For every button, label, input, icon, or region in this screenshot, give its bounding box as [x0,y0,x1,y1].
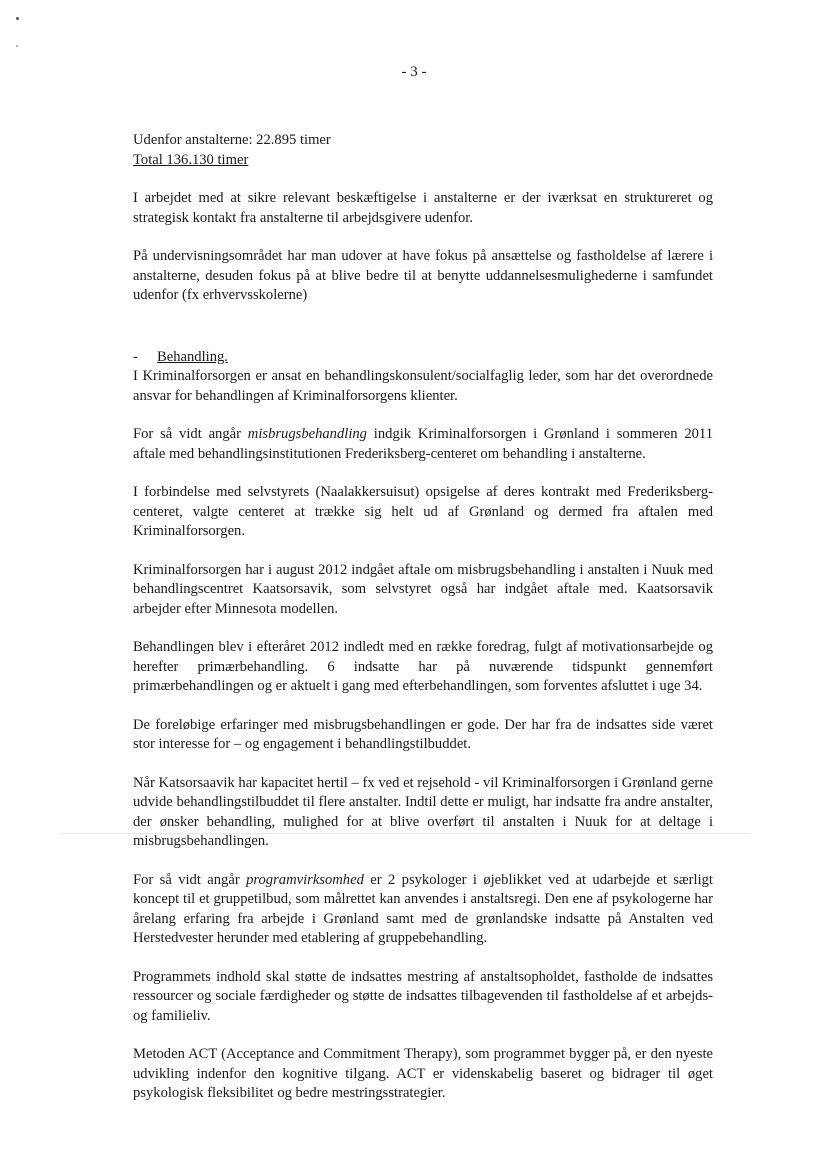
hours-outside: Udenfor anstalterne: 22.895 timer [133,132,331,148]
paragraph-treatment-leader: I Kriminalforsorgen er ansat en behandlingskonsulent/socialfaglig leder, som har det overordnede ansvar for behandlingen af Kriminalforsorgens klienter. [133,368,713,404]
page-number: - 3 - [401,64,427,80]
paragraph-experiences: De foreløbige erfaringer med misbrugsbehandlingen er gode. Der har fra de indsattes side været stor interesse for – og engagement i behandlingstilbuddet. [133,716,713,752]
paragraph-treatment-progress: Behandlingen blev i efteråret 2012 indledt med en række foredrag, fulgt af motivationsarbejde og herefter primærbehandling. 6 indsatte har på nuværende tidspunkt gennemført primærbehandlingen og er aktuelt i gang med efterbehandlingen, som forventes afsluttet i uge 34. [133,639,713,694]
emphasis-term: programvirksomhed [246,871,364,888]
paragraph-employment: I arbejdet med at sikre relevant beskæftigelse i anstalterne er der iværksat en struktureret og strategisk kontakt fra anstalterne til arbejdsgivere udenfor. [133,190,713,226]
paragraph-contract-termination: I forbindelse med selvstyrets (Naalakkersuisut) opsigelse af deres kontrakt med Frederiksberg-centeret, valgte centeret at trække sig helt ud af Grønland og dermed fra aftalen med Kriminalforsorgen. [133,484,713,539]
hours-summary [133,131,713,170]
paragraph-program-content: Programmets indhold skal støtte de indsattes mestring af anstaltsopholdet, fastholde de indsattes ressourcer og sociale færdigheder og støtte de indsattes tilbagevenden til fastholdelse af et arbejds- og familieliv. [133,968,713,1024]
scan-speck [16,45,18,47]
section-title: Behandling. [157,348,228,365]
paragraph-expansion: Når Katsorsaavik har kapacitet hertil – fx ved et rejsehold - vil Kriminalforsorgen i Grønland gerne udvide behandlingstilbuddet til flere anstalter. Indtil dette er muligt, har indsatte fra andre anstalter, der ønsker behandling, mulighed for at blive overført til anstalten i Nuuk for at deltage i misbrugsbehandlingen. [133,774,713,849]
paragraph-program-activity: For så vidt angår programvirksomhed er 2 psykologer i øjeblikket ved at udarbejde et særligt koncept til et gruppetilbud, som målrettet kan anvendes i anstaltsregi. Den ene af psykologerne har årelang erfaring fra arbejde i Grønland samt med de grønlandske indsatte på Anstalten ved Herstedvester herunder med etablering af gruppebehandling. [133,871,713,946]
scan-speck [16,17,19,20]
paragraph-act-method: Metoden ACT (Acceptance and Commitment Therapy), som programmet bygger på, er den nyeste udvikling indenfor den kognitive tilgang. ACT er videnskabelig baseret og bidrager til øget psykologisk fleksibilitet og bedre mestringsstrategier. [133,1046,713,1101]
section-dash: - [133,348,138,365]
section-heading [133,348,713,368]
paragraph-substance-treatment: For så vidt angår misbrugsbehandling indgik Kriminalforsorgen i Grønland i sommeren 2011 aftale med behandlingsinstitutionen Frederiksberg-centeret om behandling i anstalterne. [133,426,713,462]
document-body [133,131,713,1104]
emphasis-term: misbrugsbehandling [247,426,367,442]
paragraph-kaatsorsavik-agreement: Kriminalforsorgen har i august 2012 indgået aftale om misbrugsbehandling i anstalten i Nuuk med behandlingscentret Kaatsorsavik, som selvstyret også har indgået aftale med. Kaatsorsavik arbejder efter Minnesota modellen. [133,561,713,617]
paragraph-education: På undervisningsområdet har man udover at have fokus på ansættelse og fastholdelse af lærere i anstalterne, desuden fokus på at blive bedre til at benytte uddannelsesmulighederne i samfundet udenfor (fx erhvervsskolerne) [133,248,713,303]
hours-total: Total 136.130 timer [133,151,249,168]
